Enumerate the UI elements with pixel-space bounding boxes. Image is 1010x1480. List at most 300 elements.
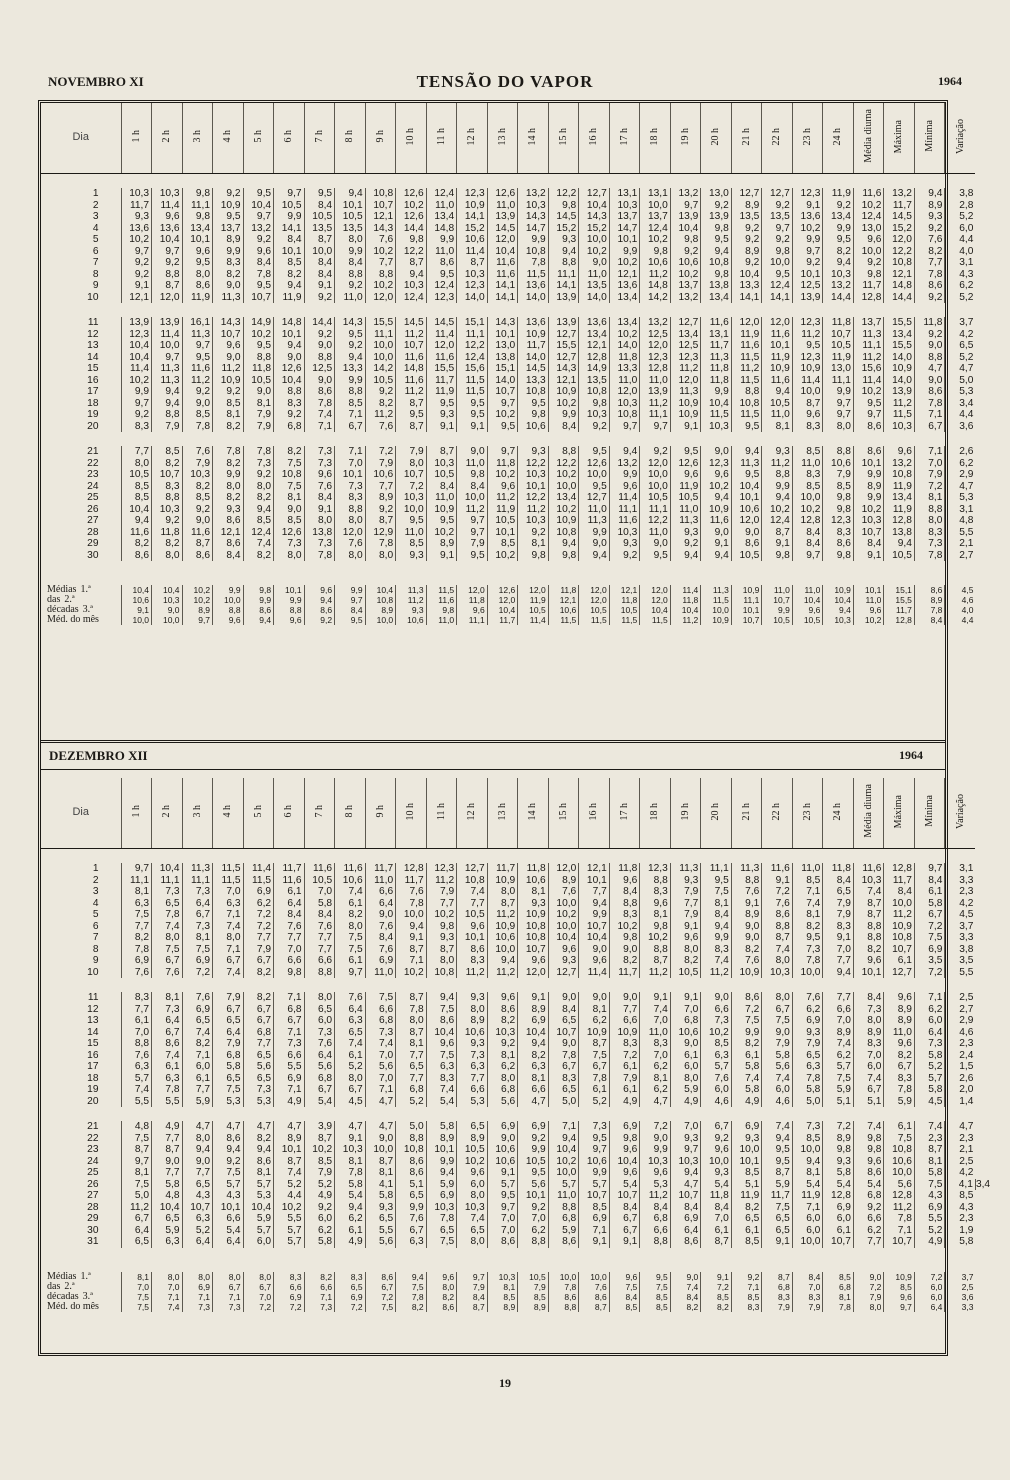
value-cell: 10,7: [365, 200, 396, 212]
value-cell: 9,4: [701, 921, 732, 933]
value-cell: 9,5: [457, 398, 488, 410]
column-header-label: 18 h: [649, 127, 661, 145]
value-cell: 12,5: [792, 280, 823, 292]
value-cell: 7,9: [365, 458, 396, 470]
value-cell: 9,2: [121, 257, 152, 269]
value-cell: 9,2: [365, 386, 396, 398]
table-row: [41, 340, 975, 352]
value-cell: 2,7: [945, 1004, 976, 1016]
value-cell: 10,3: [426, 458, 457, 470]
mean-cell: 4,4: [945, 615, 976, 625]
value-cell: 9,2: [365, 504, 396, 516]
table-row: [41, 375, 975, 387]
value-cell: 9,7: [457, 527, 488, 539]
value-cell: 8,0: [396, 458, 427, 470]
value-cell: 10,0: [365, 352, 396, 364]
value-cell: 8,9: [457, 1133, 488, 1145]
value-cell: 10,9: [884, 921, 915, 933]
value-cell: 10,2: [396, 200, 427, 212]
value-cell: 4,9: [670, 1096, 701, 1108]
value-cell: 7,3: [792, 944, 823, 956]
value-cell: 9,9: [426, 1156, 457, 1168]
value-cell: 6,9: [243, 886, 274, 898]
value-cell: 9,9: [701, 386, 732, 398]
value-cell: 5,1: [731, 1179, 762, 1191]
table-row: [41, 292, 975, 304]
value-cell: 3,7: [945, 317, 976, 329]
value-cell: 4,7: [518, 1096, 549, 1108]
mean-cell: 9,6: [853, 605, 884, 615]
value-cell: 10,6: [487, 1144, 518, 1156]
value-cell: 9,4: [823, 967, 854, 979]
header-row: [41, 778, 975, 849]
value-cell: 8,0: [670, 944, 701, 956]
mean-cell: 9,9: [762, 605, 793, 615]
value-cell: 6,5: [121, 1236, 152, 1248]
column-header-label: 14 h: [527, 127, 539, 145]
value-cell: 13,7: [609, 211, 640, 223]
value-cell: 8,5: [182, 409, 213, 421]
value-cell: 14,5: [518, 363, 549, 375]
mean-cell: 7,2: [914, 1272, 945, 1282]
value-cell: 9,7: [152, 246, 183, 258]
value-cell: 12,6: [487, 188, 518, 200]
value-cell: 10,2: [548, 504, 579, 516]
value-cell: 8,7: [396, 1027, 427, 1039]
value-cell: 12,1: [213, 527, 244, 539]
mean-cell: 3,3: [945, 1302, 976, 1312]
value-cell: 13,3: [518, 375, 549, 387]
value-cell: 11,4: [243, 863, 274, 875]
value-cell: 9,1: [701, 538, 732, 550]
mean-cell: 7,5: [609, 1282, 640, 1292]
value-cell: 10,7: [182, 1202, 213, 1214]
value-cell: 9,3: [518, 446, 549, 458]
value-cell: 8,6: [182, 280, 213, 292]
value-cell: 2,3: [945, 886, 976, 898]
day-cell: 14: [87, 1026, 99, 1038]
value-cell: 8,7: [396, 398, 427, 410]
value-cell: 15,2: [457, 223, 488, 235]
value-cell: 7,6: [548, 886, 579, 898]
mean-cell: 8,0: [152, 1272, 183, 1282]
value-cell: 8,6: [121, 550, 152, 562]
value-cell: 9,2: [304, 292, 335, 304]
value-cell: 9,1: [609, 1236, 640, 1248]
mean-cell: 8,4: [335, 605, 366, 615]
value-cell: 10,0: [792, 492, 823, 504]
value-cell: 9,1: [335, 1133, 366, 1145]
value-cell: 13,9: [487, 211, 518, 223]
value-cell: 12,3: [792, 188, 823, 200]
value-cell: 10,5: [670, 492, 701, 504]
value-cell: 10,2: [701, 481, 732, 493]
value-cell: 11,4: [792, 375, 823, 387]
value-cell: 10,2: [457, 1156, 488, 1168]
value-cell: 6,7: [213, 1004, 244, 1016]
value-cell: 13,4: [823, 211, 854, 223]
value-cell: 11,8: [914, 317, 945, 329]
value-cell: 8,1: [335, 1156, 366, 1168]
value-cell: 7,1: [914, 446, 945, 458]
value-cell: 8,5: [823, 481, 854, 493]
value-cell: 10,2: [121, 234, 152, 246]
value-cell: 5,7: [274, 1225, 305, 1237]
value-cell: 8,0: [457, 1190, 488, 1202]
value-cell: 6,0: [457, 1179, 488, 1191]
value-cell: 8,8: [152, 269, 183, 281]
value-cell: 13,1: [701, 329, 732, 341]
value-cell: 9,7: [121, 398, 152, 410]
value-cell: 5,9: [426, 1179, 457, 1191]
value-cell: 5,7: [243, 1225, 274, 1237]
value-cell: 14,1: [548, 280, 579, 292]
value-cell: 5,9: [762, 1179, 793, 1191]
value-cell: 9,7: [823, 409, 854, 421]
value-cell: 10,0: [640, 469, 671, 481]
value-cell: 9,0: [152, 1156, 183, 1168]
value-cell: 7,5: [335, 932, 366, 944]
value-cell: 7,7: [243, 932, 274, 944]
value-cell: 8,2: [609, 955, 640, 967]
value-cell: 11,9: [426, 386, 457, 398]
value-cell: 14,8: [274, 317, 305, 329]
column-header: [487, 778, 518, 849]
mean-cell: 7,3: [304, 1302, 335, 1312]
value-cell: 8,2: [731, 1202, 762, 1214]
mean-cell: 10,1: [274, 585, 305, 595]
value-cell: 6,7: [762, 1004, 793, 1016]
value-cell: 7,0: [640, 1050, 671, 1062]
value-cell: 8,3: [792, 469, 823, 481]
value-cell: 7,4: [823, 1038, 854, 1050]
value-cell: 9,1: [670, 421, 701, 433]
day-cell: 14: [87, 351, 99, 363]
value-cell: 12,6: [396, 188, 427, 200]
value-cell: 9,5: [731, 469, 762, 481]
value-cell: 10,3: [609, 398, 640, 410]
value-cell: 11,8: [518, 863, 549, 875]
mean-cell: 7,4: [670, 1282, 701, 1292]
value-cell: 7,9: [182, 458, 213, 470]
mean-cell: 6,0: [914, 1292, 945, 1302]
column-header-label: 12 h: [466, 802, 478, 820]
mean-cell: 10,9: [884, 1272, 915, 1282]
value-cell: 14,4: [823, 292, 854, 304]
value-cell: 8,5: [121, 481, 152, 493]
mean-cell: 11,0: [853, 595, 884, 605]
mean-cell: 10,3: [152, 595, 183, 605]
decade-label: 1.ª: [80, 584, 91, 595]
value-cell: 9,5: [518, 398, 549, 410]
value-cell: 8,3: [823, 527, 854, 539]
value-cell: 9,4: [274, 280, 305, 292]
column-header-label: 4 h: [222, 805, 234, 818]
value-cell: 10,2: [121, 375, 152, 387]
value-cell: 12,1: [548, 375, 579, 387]
value-cell: 11,7: [121, 200, 152, 212]
value-cell: 11,2: [396, 386, 427, 398]
value-cell: 9,4: [152, 398, 183, 410]
value-cell: 9,9: [396, 1202, 427, 1214]
value-cell: 8,0: [487, 1073, 518, 1085]
column-header: [457, 103, 488, 174]
value-cell: 6,9: [731, 1121, 762, 1133]
mean-cell: 6,7: [213, 1282, 244, 1292]
value-cell: 9,5: [792, 340, 823, 352]
value-cell: 13,7: [213, 223, 244, 235]
value-cell: 11,0: [579, 504, 610, 516]
value-cell: 8,2: [243, 550, 274, 562]
value-cell: 3,1: [945, 863, 976, 875]
value-cell: 8,7: [365, 1156, 396, 1168]
value-cell: 8,5: [792, 446, 823, 458]
day-cell: 2: [92, 199, 99, 211]
value-cell: 10,4: [426, 1027, 457, 1039]
table-row: [41, 1213, 975, 1225]
value-cell: 10,0: [487, 944, 518, 956]
value-cell: 12,8: [884, 863, 915, 875]
value-cell: 8,2: [853, 944, 884, 956]
value-cell: 9,5: [579, 1133, 610, 1145]
value-cell: 9,1: [670, 921, 701, 933]
value-cell: 12,1: [884, 269, 915, 281]
column-header: [884, 778, 915, 849]
value-cell: 5,3: [640, 1179, 671, 1191]
value-cell: 12,0: [670, 375, 701, 387]
value-cell: 12,8: [853, 292, 884, 304]
value-cell: 9,2: [274, 409, 305, 421]
value-cell: 11,6: [762, 863, 793, 875]
mean-label-text: décadas: [47, 604, 79, 615]
value-cell: 9,4: [182, 1144, 213, 1156]
day-cell: 16: [87, 374, 99, 386]
value-cell: 13,6: [792, 211, 823, 223]
value-cell: 6,9: [274, 1073, 305, 1085]
table-row: [41, 1167, 975, 1179]
value-cell: 2,5: [945, 992, 976, 1004]
value-cell: 5,1: [853, 1096, 884, 1108]
value-cell: 8,4: [609, 1202, 640, 1214]
mean-cell: 12,0: [579, 595, 610, 605]
value-cell: 11,6: [487, 257, 518, 269]
value-cell: 5,3: [243, 1190, 274, 1202]
value-cell: 9,8: [548, 200, 579, 212]
value-cell: 11,7: [884, 200, 915, 212]
value-cell: 8,7: [365, 515, 396, 527]
value-cell: 7,4: [457, 1213, 488, 1225]
value-cell: 11,1: [182, 875, 213, 887]
value-cell: 7,4: [914, 1121, 945, 1133]
mean-cell: 8,3: [762, 1292, 793, 1302]
value-cell: 6,2: [335, 1213, 366, 1225]
value-cell: 10,4: [243, 1202, 274, 1214]
value-cell: 3,5: [945, 955, 976, 967]
value-cell: 11,0: [792, 458, 823, 470]
value-cell: 10,9: [213, 200, 244, 212]
mean-cell: 10,2: [182, 595, 213, 605]
value-cell: 7,1: [304, 421, 335, 433]
value-cell: 14,2: [365, 363, 396, 375]
mean-label-text: das: [47, 1280, 61, 1292]
value-cell: 9,7: [762, 223, 793, 235]
value-cell: 11,2: [426, 875, 457, 887]
value-cell: 7,5: [731, 1015, 762, 1027]
value-cell: 10,4: [609, 1156, 640, 1168]
mean-row: [41, 1292, 975, 1302]
value-cell: 9,4: [426, 992, 457, 1004]
column-header-label: Mínima: [923, 795, 935, 828]
value-cell: 6,6: [274, 955, 305, 967]
value-cell: 6,5: [335, 1027, 366, 1039]
value-cell: 7,2: [914, 967, 945, 979]
spacer-row: [41, 849, 975, 864]
value-cell: 5,7: [914, 1073, 945, 1085]
value-cell: 6,1: [823, 1225, 854, 1237]
value-cell: 6,1: [335, 1050, 366, 1062]
value-cell: 6,5: [457, 1225, 488, 1237]
value-cell: 11,2: [365, 409, 396, 421]
mean-cell: 7,5: [121, 1302, 152, 1312]
value-cell: 8,3: [121, 992, 152, 1004]
mean-cell: 10,6: [121, 595, 152, 605]
value-cell: 8,3: [213, 257, 244, 269]
value-cell: 7,0: [823, 944, 854, 956]
table-row: [41, 386, 975, 398]
value-cell: 7,4: [762, 1121, 793, 1133]
value-cell: 6,4: [274, 898, 305, 910]
value-cell: 8,8: [152, 492, 183, 504]
value-cell: 9,8: [426, 921, 457, 933]
value-cell: 13,9: [152, 317, 183, 329]
column-header: [914, 103, 945, 174]
value-cell: 8,7: [426, 944, 457, 956]
value-cell: 10,9: [457, 200, 488, 212]
value-cell: 9,6: [884, 446, 915, 458]
value-cell: 14,9: [243, 317, 274, 329]
value-cell: 8,8: [304, 967, 335, 979]
value-cell: 9,4: [884, 538, 915, 550]
value-cell: 8,7: [457, 257, 488, 269]
value-cell: 8,9: [884, 1004, 915, 1016]
value-cell: 8,6: [243, 1156, 274, 1168]
value-cell: 6,9: [579, 1213, 610, 1225]
value-cell: 10,4: [121, 352, 152, 364]
column-header: [396, 778, 427, 849]
value-cell: 3,5: [914, 955, 945, 967]
mean-cell: 10,5: [762, 615, 793, 625]
value-cell: 7,7: [365, 257, 396, 269]
value-cell: 8,9: [731, 909, 762, 921]
value-cell: 8,4: [304, 269, 335, 281]
value-cell: 6,5: [731, 1213, 762, 1225]
value-cell: 9,2: [213, 386, 244, 398]
value-cell: 6,2: [945, 458, 976, 470]
value-cell: 8,4: [274, 234, 305, 246]
mean-cell: 8,6: [304, 605, 335, 615]
spacer-row: [41, 1107, 975, 1121]
value-cell: 7,4: [274, 1167, 305, 1179]
value-cell: 12,0: [640, 340, 671, 352]
value-cell: 10,4: [701, 398, 732, 410]
mean-row: [41, 615, 975, 625]
value-cell: 10,9: [579, 1027, 610, 1039]
value-cell: 13,1: [609, 188, 640, 200]
value-cell: 2,0: [945, 1084, 976, 1096]
mean-cell: 8,3: [274, 1272, 305, 1282]
value-cell: 11,0: [365, 967, 396, 979]
value-cell: 12,0: [884, 234, 915, 246]
value-cell: 9,0: [609, 944, 640, 956]
value-cell: 8,4: [640, 1202, 671, 1214]
value-cell: 11,6: [121, 527, 152, 539]
value-cell: 6,7: [304, 1084, 335, 1096]
value-cell: 11,0: [579, 269, 610, 281]
value-cell: 7,4: [853, 886, 884, 898]
value-cell: 9,6: [487, 481, 518, 493]
value-cell: 3,3: [945, 932, 976, 944]
value-cell: 7,5: [914, 1179, 945, 1191]
day-cell: 28: [87, 526, 99, 538]
value-cell: 9,7: [670, 200, 701, 212]
value-cell: 7,0: [487, 1225, 518, 1237]
value-cell: 8,9: [884, 1015, 915, 1027]
mean-cell: 3,6: [945, 1292, 976, 1302]
value-cell: 9,7: [640, 421, 671, 433]
value-cell: 8,2: [335, 909, 366, 921]
value-cell: 8,4: [548, 421, 579, 433]
mean-cell: 6,0: [914, 1282, 945, 1292]
value-cell: 6,5: [548, 1015, 579, 1027]
mean-cell: 8,2: [426, 1292, 457, 1302]
decade-label: 2.ª: [64, 594, 75, 605]
value-cell: 10,2: [548, 469, 579, 481]
value-cell: 8,2: [152, 538, 183, 550]
value-cell: 10,2: [548, 909, 579, 921]
value-cell: 8,6: [457, 944, 488, 956]
value-cell: 11,6: [853, 863, 884, 875]
mean-cell: 7,3: [213, 1302, 244, 1312]
value-cell: 14,0: [487, 375, 518, 387]
mean-cell: 7,0: [243, 1292, 274, 1302]
value-cell: 9,0: [701, 446, 732, 458]
value-cell: 8,5: [945, 1190, 976, 1202]
value-cell: 7,0: [640, 1015, 671, 1027]
value-cell: 8,8: [853, 921, 884, 933]
column-header: [731, 778, 762, 849]
table-row: [41, 1202, 975, 1214]
december-header: [41, 740, 945, 770]
value-cell: 7,4: [121, 1084, 152, 1096]
value-cell: 13,8: [487, 352, 518, 364]
mean-cell: 11,7: [487, 615, 518, 625]
value-cell: 9,8: [701, 269, 732, 281]
column-header: [945, 778, 976, 849]
value-cell: 7,9: [213, 1038, 244, 1050]
value-cell: 8,1: [518, 538, 549, 550]
value-cell: 10,8: [884, 469, 915, 481]
mean-cell: 11,6: [426, 595, 457, 605]
value-cell: 8,6: [213, 538, 244, 550]
value-cell: 8,8: [640, 1236, 671, 1248]
value-cell: 12,8: [792, 515, 823, 527]
value-cell: 10,1: [213, 1202, 244, 1214]
mean-cell: 7,8: [914, 605, 945, 615]
mean-cell: 10,8: [365, 595, 396, 605]
column-header: [701, 778, 732, 849]
value-cell: 10,1: [487, 329, 518, 341]
column-header: [823, 103, 854, 174]
